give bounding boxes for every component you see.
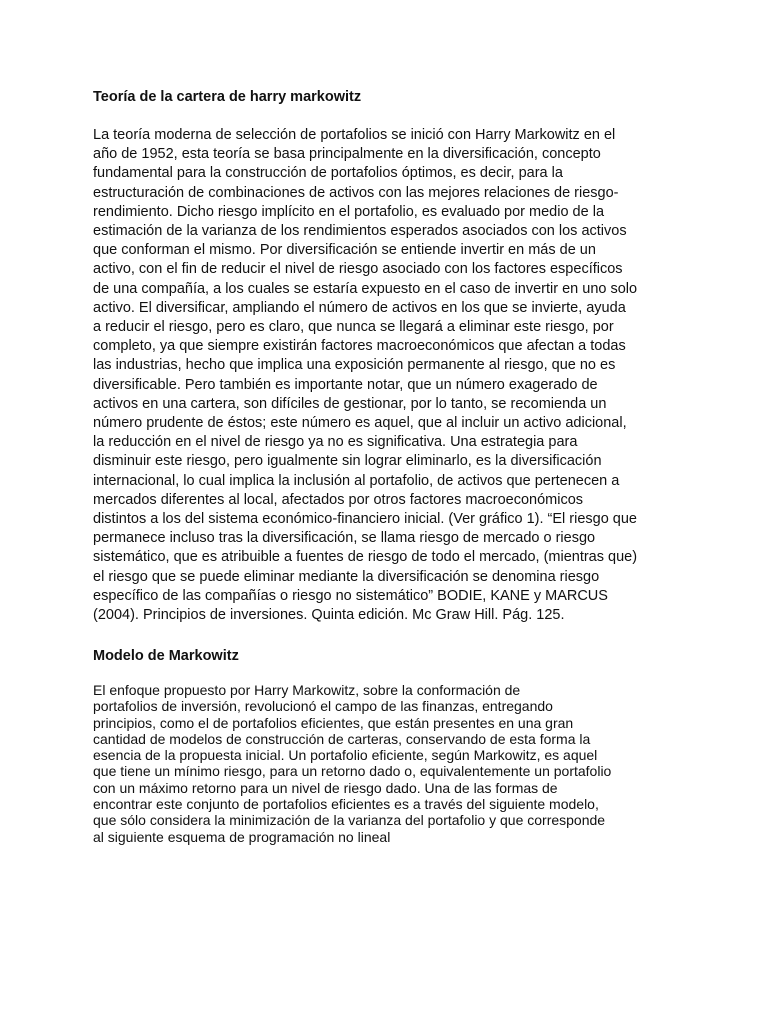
text-line: fundamental para la construcción de portafolios óptimos, es decir, para la — [93, 165, 563, 182]
text-line: internacional, lo cual implica la inclusión al portafolio, de activos que pertenecen a — [93, 472, 620, 489]
text-line: número prudente de éstos; este número es aquel, que al incluir un activo adicional, — [93, 415, 627, 432]
text-line: activos en una cartera, son difíciles de gestionar, por lo tanto, se recomienda un — [93, 395, 607, 412]
text-line: estructuración de combinaciones de activos con las mejores relaciones de riesgo- — [93, 184, 619, 201]
text-line: mercados diferentes al local, afectados por otros factores macroeconómicos — [93, 491, 584, 508]
text-line: permanece incluso tras la diversificación, se llama riesgo de mercado o riesgo — [93, 530, 596, 547]
text-line: el riesgo que se puede eliminar mediante la diversificación se denomina riesgo — [93, 568, 600, 585]
text-line: encontrar este conjunto de portafolios eficientes es a través del siguiente modelo, — [93, 796, 599, 813]
text-line: específico de las compañías o riesgo no sistemático” BODIE, KANE y MARCUS — [93, 587, 608, 604]
text-line: principios, como el de portafolios eficientes, que están presentes en una gran — [93, 714, 574, 731]
text-line: completo, ya que siempre existirán factores macroeconómicos que afectan a todas — [93, 338, 626, 355]
text-line: que tiene un mínimo riesgo, para un retorno dado o, equivalentemente un portafolio — [93, 763, 612, 780]
text-line: esencia de la propuesta inicial. Un portafolio eficiente, según Markowitz, es aquel — [93, 747, 598, 764]
text-line: activo. El diversificar, ampliando el número de activos en los que se invierte, ayuda — [93, 299, 626, 316]
text-line: que sólo considera la minimización de la varianza del portafolio y que corresponde — [93, 812, 606, 829]
text-line: sistemático, que es atribuible a fuentes de riesgo de todo el mercado, (mientras que) — [93, 549, 638, 566]
text-line: La teoría moderna de selección de portafolios se inició con Harry Markowitz en el — [93, 127, 616, 143]
paragraph-portfolio-theory — [93, 126, 693, 625]
section-heading: Modelo de Markowitz — [93, 648, 239, 664]
text-line: diversificable. Pero también es importante notar, que un número exagerado de — [93, 376, 598, 393]
text-line: (2004). Principios de inversiones. Quinta edición. Mc Graw Hill. Pág. 125. — [93, 607, 565, 624]
text-line: a reducir el riesgo, pero es claro, que nunca se llegará a eliminar este riesgo, por — [93, 319, 614, 336]
text-line: al siguiente esquema de programación no lineal — [93, 828, 391, 845]
text-line: estimación de la varianza de los rendimientos esperados asociados con los activos — [93, 223, 627, 240]
text-line: con un máximo retorno para un nivel de riesgo dado. Una de las formas de — [93, 779, 558, 796]
text-line: las industrias, hecho que implica una exposición permanente al riesgo, que no es — [93, 357, 616, 374]
text-line: portafolios de inversión, revolucionó el campo de las finanzas, entregando — [93, 698, 553, 715]
text-line: la reducción en el nivel de riesgo ya no es significativa. Una estrategia para — [93, 434, 578, 451]
text-line: de una compañía, a los cuales se estaría expuesto en el caso de invertir en uno solo — [93, 280, 638, 297]
paragraph-markowitz-model — [93, 682, 693, 845]
text-line: rendimiento. Dicho riesgo implícito en el portafolio, es evaluado por medio de la — [93, 203, 605, 220]
text-line: distintos a los del sistema económico-financiero inicial. (Ver gráfico 1). “El riesgo que — [93, 511, 637, 528]
text-line: disminuir este riesgo, pero igualmente sin lograr eliminarlo, es la diversificación — [93, 453, 602, 470]
text-line: El enfoque propuesto por Harry Markowitz, sobre la conformación de — [93, 682, 521, 698]
text-line: cantidad de modelos de construcción de carteras, conservando de esta forma la — [93, 730, 591, 747]
text-line: activo, con el fin de reducir el nivel de riesgo asociado con los factores específicos — [93, 261, 623, 278]
document-title: Teoría de la cartera de harry markowitz — [93, 89, 362, 105]
text-line: que conforman el mismo. Por diversificación se entiende invertir en más de un — [93, 242, 596, 259]
text-line: año de 1952, esta teoría se basa principalmente en la diversificación, concepto — [93, 146, 601, 163]
